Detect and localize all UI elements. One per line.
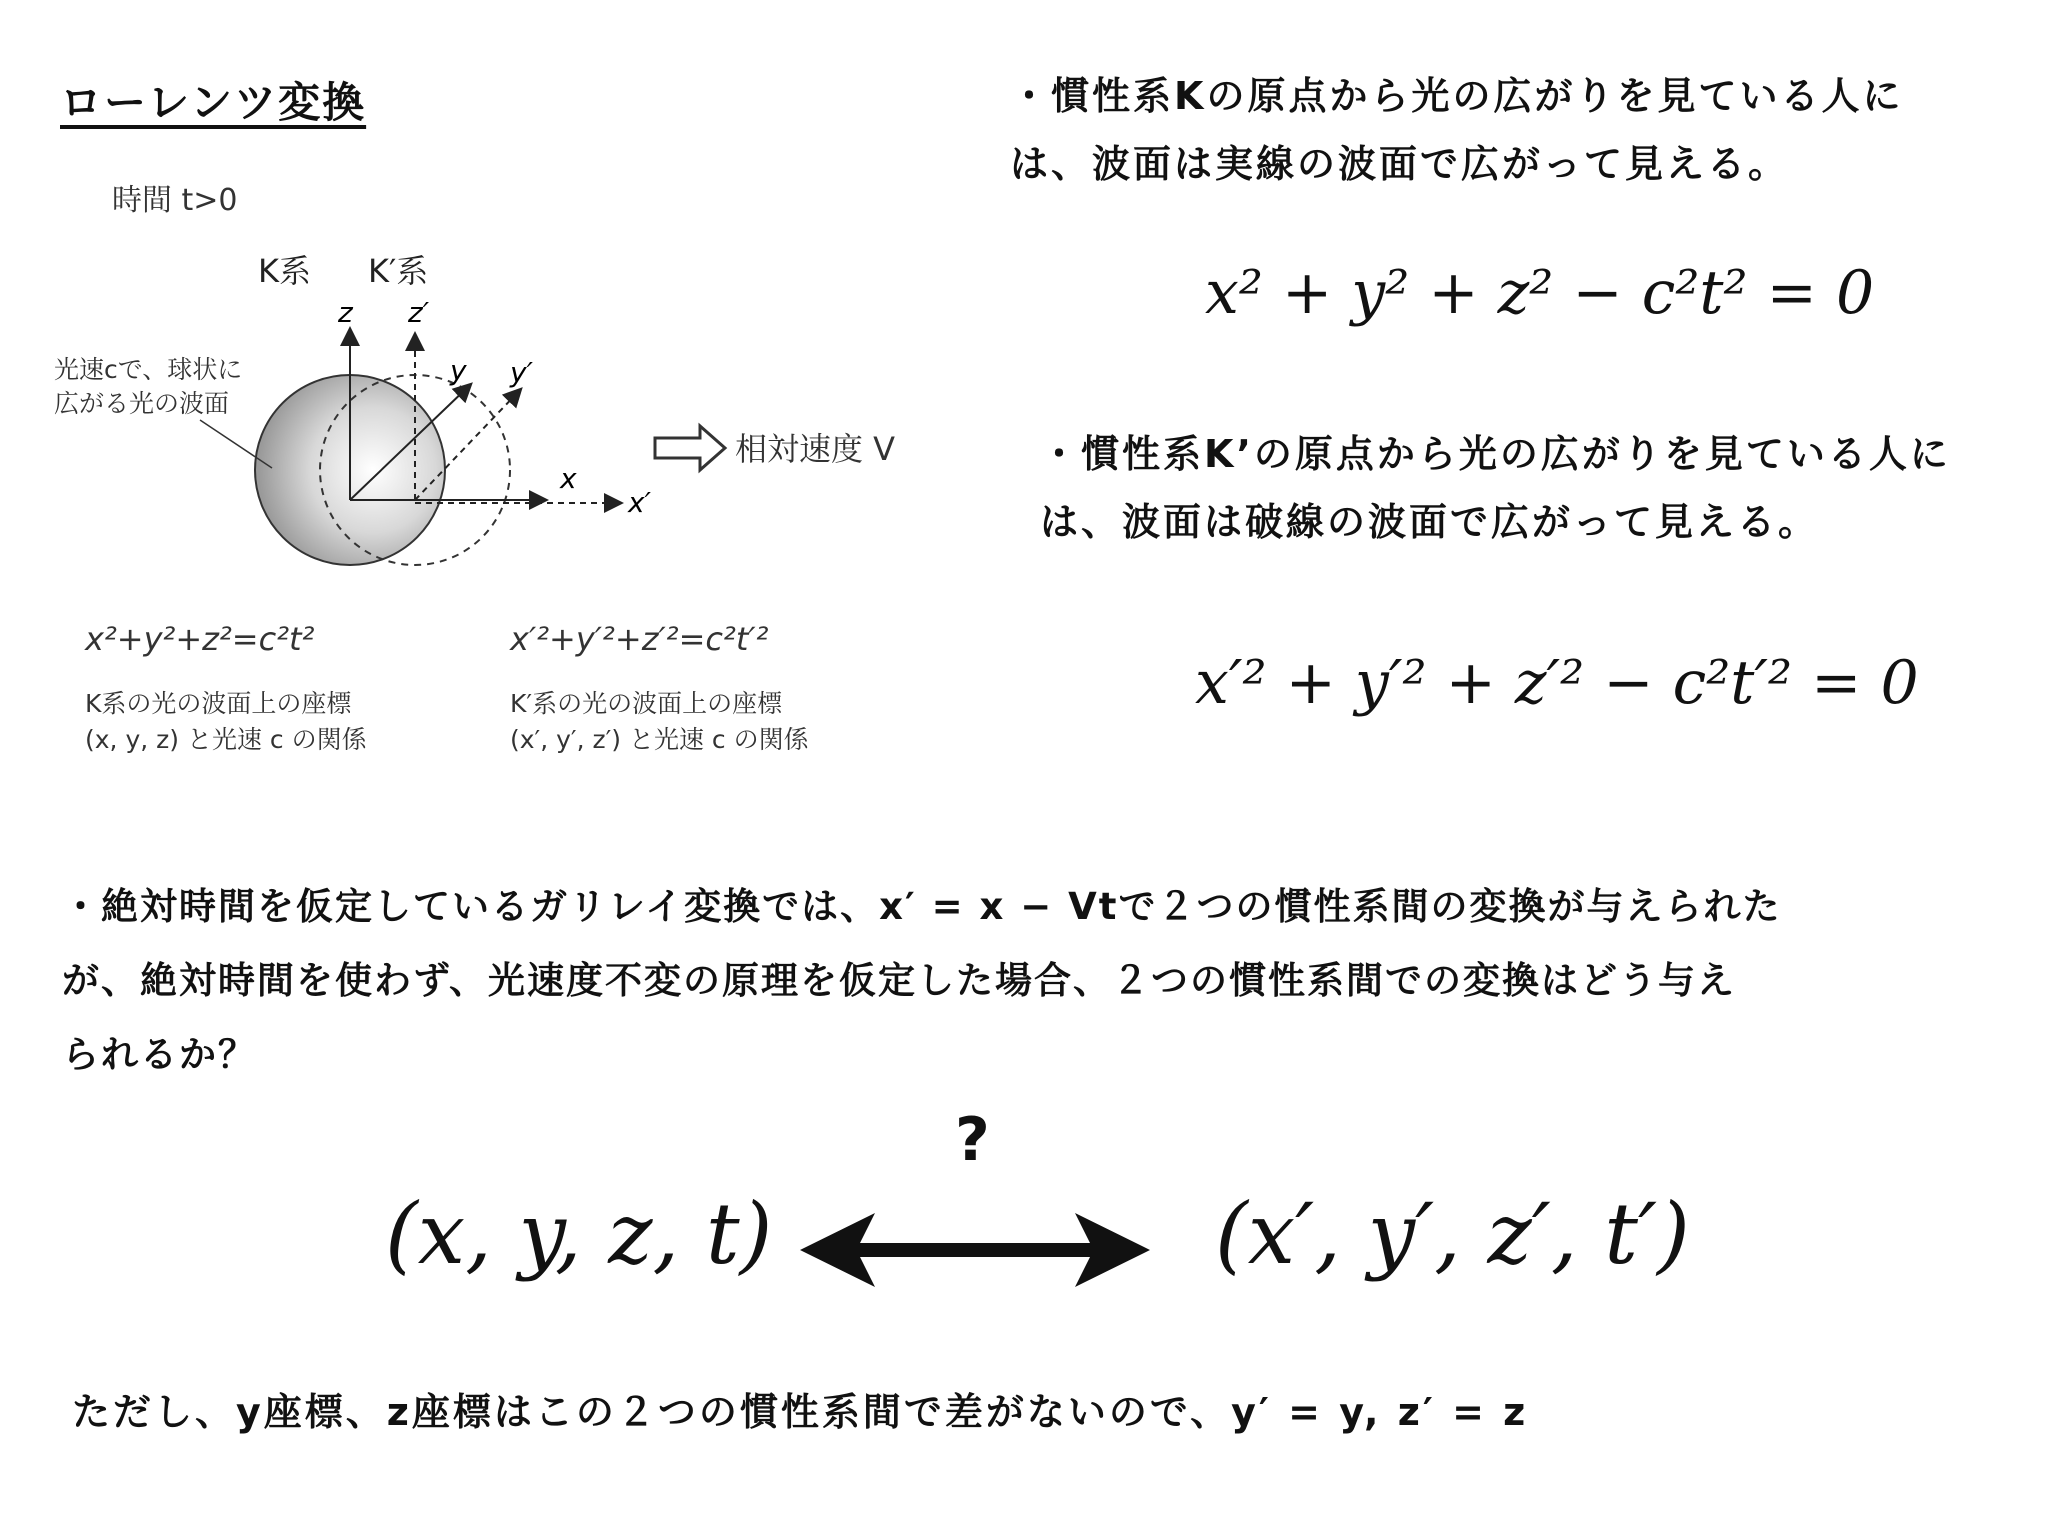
- equation-k: x² + y² + z² − c²t² = 0: [1205, 258, 1875, 328]
- caption-k-line2: (x, y, z) と光速 c の関係: [85, 725, 367, 754]
- page-title: ローレンツ変換: [60, 78, 367, 127]
- wave-label-line2: 広がる光の波面: [54, 389, 230, 418]
- figure-eq-kprime: x′²+y′²+z′²=c²t′²: [510, 620, 769, 658]
- yprime-axis-label: y′: [510, 356, 533, 389]
- question-line3: られるか？: [62, 1033, 257, 1076]
- zprime-axis-label: z′: [408, 296, 430, 329]
- kprime-system-label: K′系: [368, 252, 429, 290]
- z-axis-label: z: [338, 296, 353, 329]
- explanation-k-line1: ・慣性系Kの原点から光の広がりを見ている人に: [1010, 74, 1904, 118]
- caption-k-line1: K系の光の波面上の座標: [85, 689, 352, 718]
- explanation-kprime-line1: ・慣性系K’の原点から光の広がりを見ている人に: [1040, 432, 1951, 476]
- equation-kprime: x′² + y′² + z′² − c²t′² = 0: [1195, 648, 1919, 718]
- velocity-label: 相対速度 V: [735, 430, 896, 468]
- note-line: ただし、y座標、z座標はこの２つの慣性系間で差がないので、y′ = y, z′ = z: [72, 1390, 1529, 1434]
- coords-kprime: (x′, y′, z′, t′): [1215, 1185, 1690, 1283]
- xprime-axis-label: x′: [628, 486, 651, 519]
- explanation-k-line2: は、波面は実線の波面で広がって見える。: [1010, 142, 1790, 186]
- x-axis-label: x: [560, 462, 577, 495]
- wave-label-line1: 光速cで、球状に: [54, 355, 243, 384]
- question-line1: ・絶対時間を仮定しているガリレイ変換では、x′ = x − Vtで２つの慣性系間の変換が与えられた: [62, 885, 1782, 928]
- figure-svg: [40, 170, 940, 770]
- explanation-kprime: [1040, 420, 1951, 556]
- coords-k: (x, y, z, t): [385, 1185, 773, 1283]
- transform-question-mark: ?: [955, 1105, 990, 1175]
- figure-eq-k: x²+y²+z²=c²t²: [85, 620, 315, 658]
- double-arrow-icon: [800, 1195, 1150, 1305]
- y-axis-label: y: [450, 354, 467, 387]
- question-paragraph: [62, 870, 1782, 1092]
- time-label: 時間 t>0: [112, 183, 238, 218]
- caption-kprime-line1: K′系の光の波面上の座標: [510, 689, 783, 718]
- velocity-arrow-icon: [655, 426, 725, 470]
- explanation-k: [1010, 62, 1903, 198]
- caption-kprime-line2: (x′, y′, z′) と光速 c の関係: [510, 725, 809, 754]
- k-system-label: K系: [258, 252, 311, 290]
- lorentz-figure: [40, 170, 940, 774]
- question-line2: が、絶対時間を使わず、光速度不変の原理を仮定した場合、２つの慣性系間での変換はどう与え: [62, 959, 1737, 1002]
- explanation-kprime-line2: は、波面は破線の波面で広がって見える。: [1040, 500, 1820, 544]
